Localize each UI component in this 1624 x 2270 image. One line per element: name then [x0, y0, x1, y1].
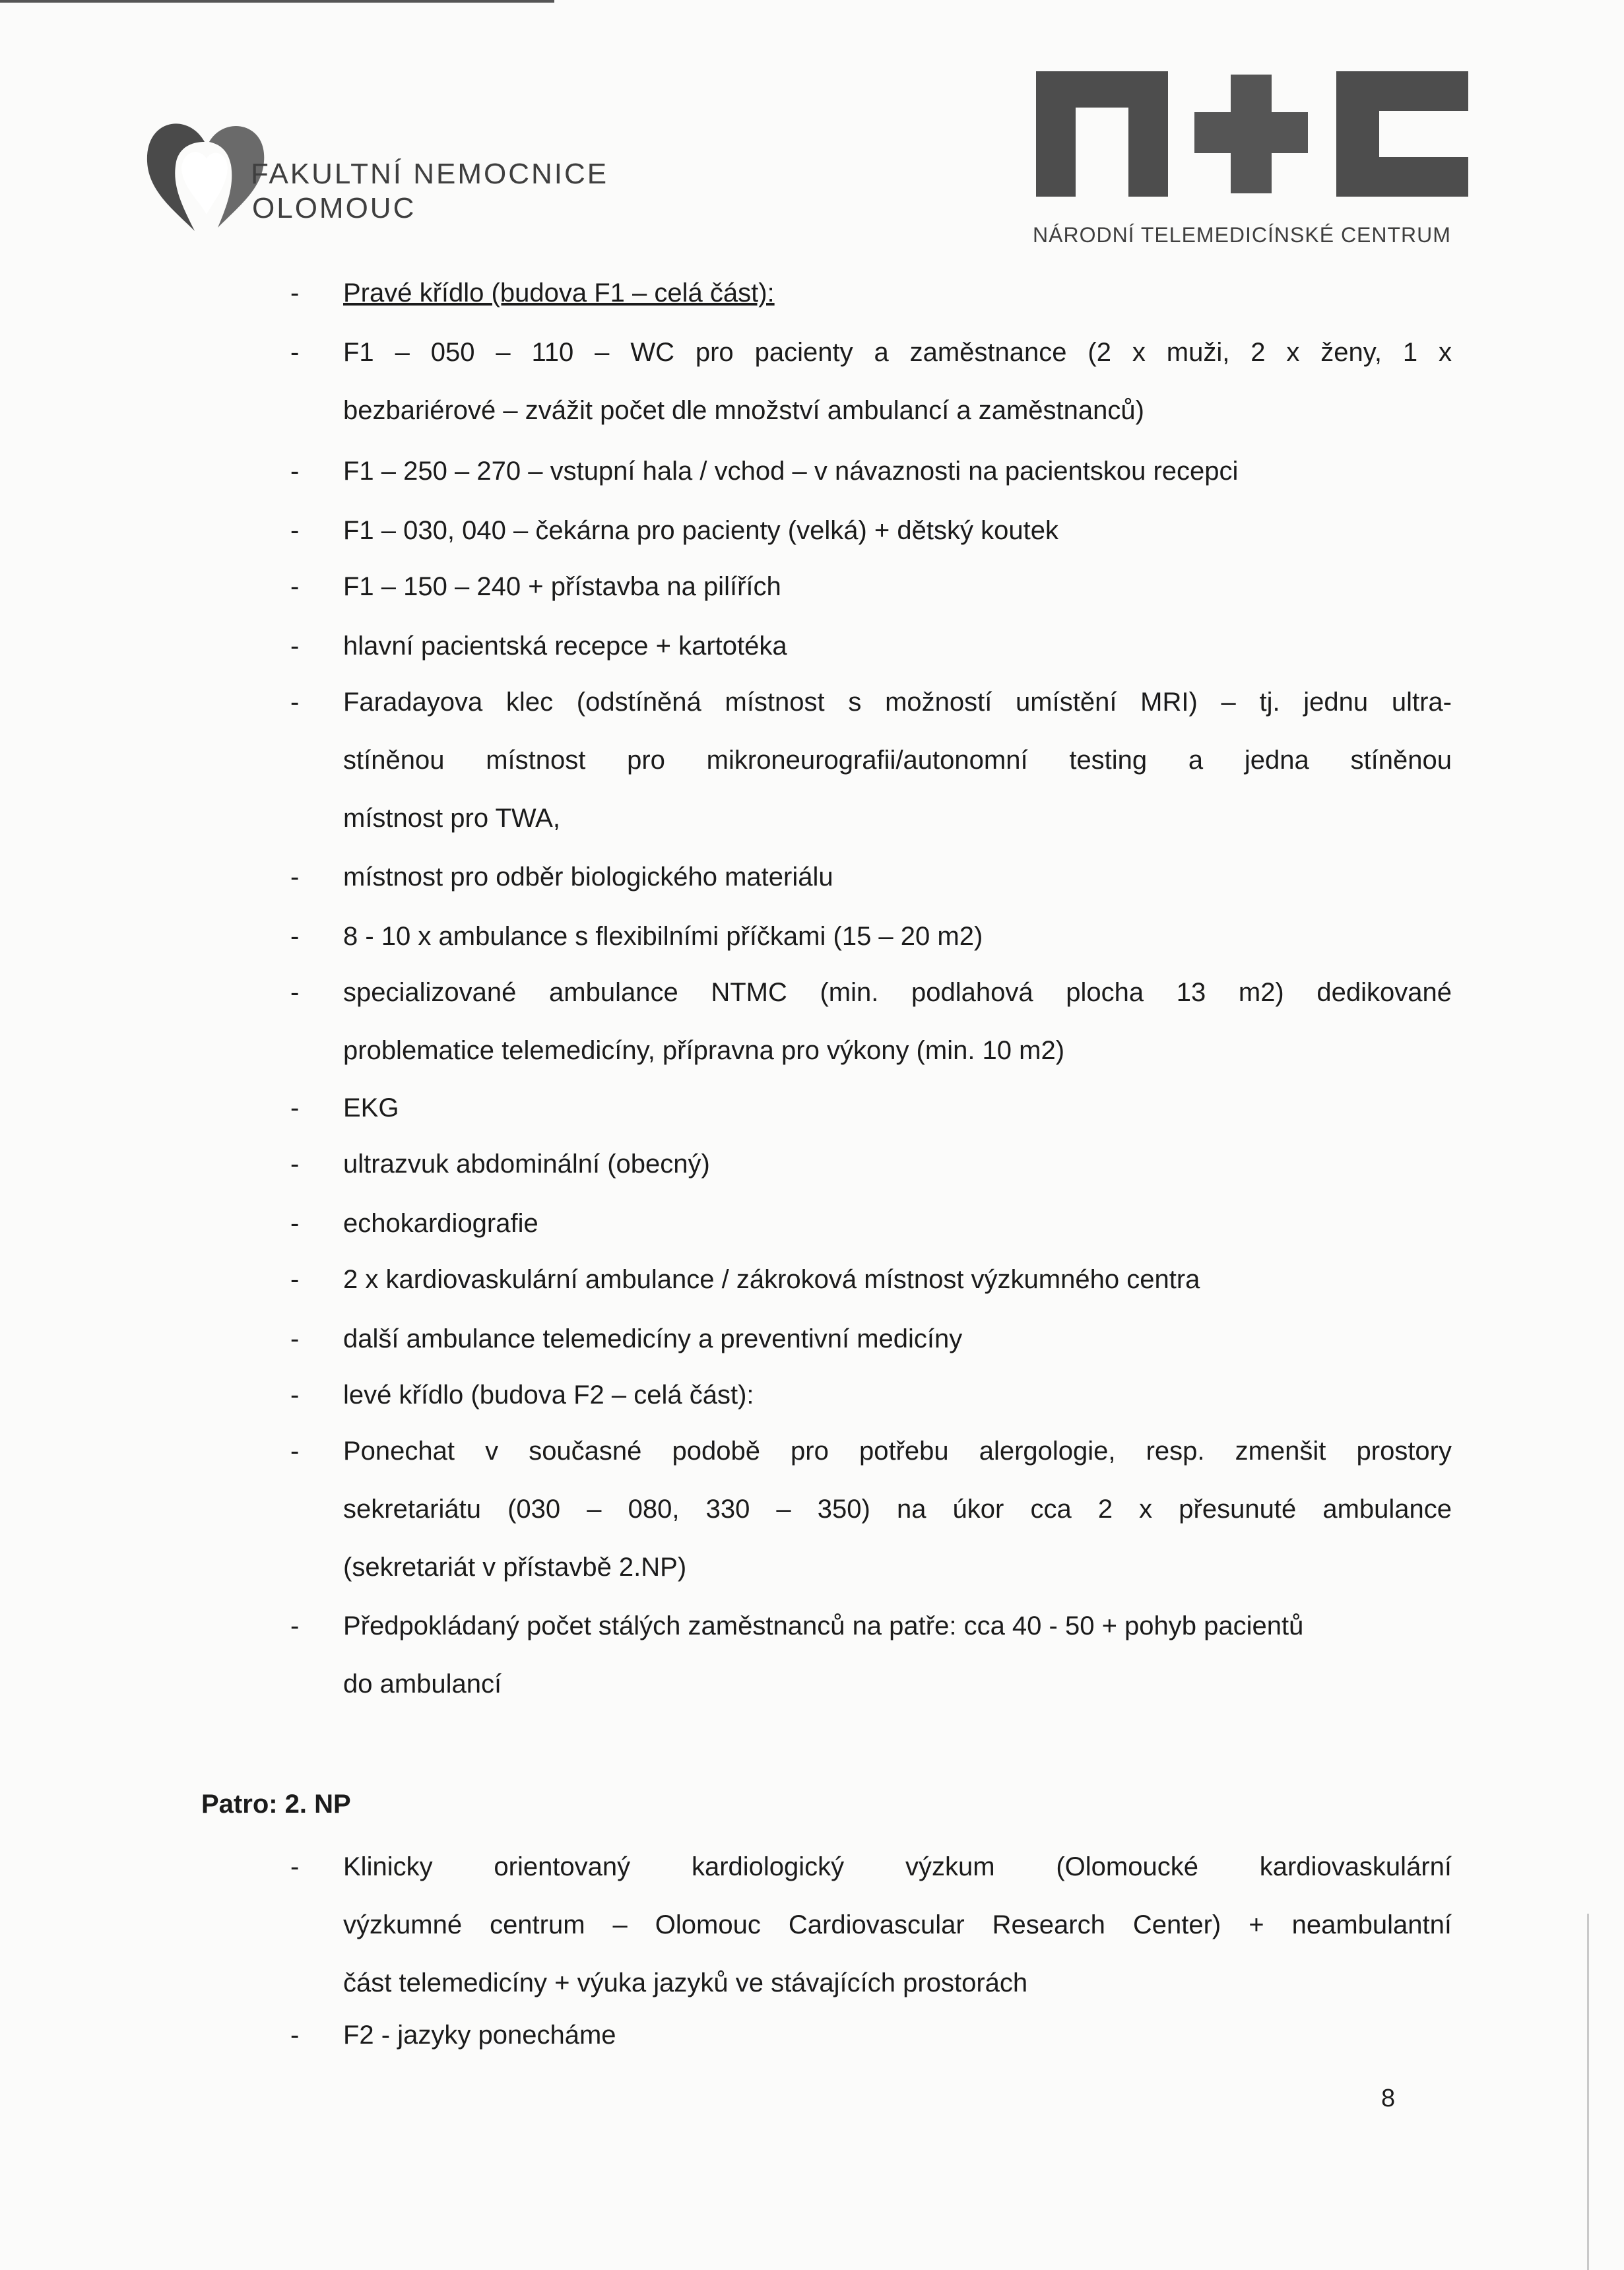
list-dash: -	[290, 922, 300, 951]
fnol-line1: FAKULTNÍ NEMOCNICE	[251, 158, 609, 190]
list-dash: -	[290, 632, 300, 661]
text-line: hlavní pacientská recepce + kartotéka	[343, 632, 787, 661]
list-dash: -	[290, 1265, 300, 1294]
text-line: výzkumné centrum – Olomouc Cardiovascular Research Center) + neambulantní	[343, 1910, 1452, 1939]
text-line: 2 x kardiovaskulární ambulance / zákroková místnost výzkumného centra	[343, 1265, 1200, 1294]
text-line: do ambulancí	[343, 1670, 502, 1699]
list-item-text	[343, 1135, 1452, 1193]
list-item-text	[343, 502, 1452, 560]
text-line: místnost pro TWA,	[343, 804, 560, 833]
list-item-text	[343, 442, 1452, 500]
text-line: Faradayova klec (odstíněná místnost s možností umístění MRI) – tj. jednu ultra-	[343, 688, 1452, 717]
list-item-text	[343, 1422, 1452, 1596]
text-line: echokardiografie	[343, 1209, 538, 1238]
text-line: (sekretariát v přístavbě 2.NP)	[343, 1553, 687, 1582]
text-line: EKG	[343, 1093, 399, 1122]
ntmc-caption: NÁRODNÍ TELEMEDICÍNSKÉ CENTRUM	[1033, 223, 1451, 247]
list-dash: -	[290, 1324, 300, 1353]
text-line: bezbariérové – zvážit počet dle množství ambulancí a zaměstnanců)	[343, 396, 1144, 425]
text-line: 8 - 10 x ambulance s flexibilními příčkami (15 – 20 m2)	[343, 922, 983, 951]
list-dash: -	[290, 1611, 300, 1640]
list-item-text	[343, 907, 1452, 965]
text-line: stíněnou místnost pro mikroneurografii/autonomní testing a jedna stíněnou	[343, 746, 1452, 775]
list-item-text	[343, 617, 1452, 675]
text-line: specializované ambulance NTMC (min. podlahová plocha 13 m2) dedikované	[343, 978, 1452, 1007]
list-dash: -	[290, 2021, 300, 2050]
list-item-text	[343, 1250, 1452, 1309]
fnol-line2: OLOMOUC	[252, 192, 416, 224]
list-item-text	[343, 1079, 1452, 1137]
list-dash: -	[290, 862, 300, 892]
list-dash: -	[290, 1209, 300, 1238]
list-dash: -	[290, 1437, 300, 1466]
list-dash: -	[290, 688, 300, 717]
list-dash: -	[290, 516, 300, 545]
list-dash: -	[290, 1150, 300, 1179]
list-item-text	[343, 1597, 1452, 1713]
text-line: Ponechat v současné podobě pro potřebu alergologie, resp. zmenšit prostory	[343, 1437, 1452, 1466]
list-item-text	[343, 264, 1452, 322]
list-item-text	[343, 848, 1452, 906]
text-line: levé křídlo (budova F2 – celá část):	[343, 1380, 754, 1410]
text-line: část telemedicíny + výuka jazyků ve stávajících prostorách	[343, 1968, 1028, 1997]
list-dash: -	[290, 572, 300, 601]
list-item-text	[343, 673, 1452, 847]
text-line: Předpokládaný počet stálých zaměstnanců na patře: cca 40 - 50 + pohyb pacientů	[343, 1611, 1304, 1640]
text-line: sekretariátu (030 – 080, 330 – 350) na úkor cca 2 x přesunuté ambulance	[343, 1495, 1452, 1524]
text-line: problematice telemedicíny, přípravna pro výkony (min. 10 m2)	[343, 1036, 1065, 1065]
text-line: F1 – 050 – 110 – WC pro pacienty a zaměstnance (2 x muži, 2 x ženy, 1 x	[343, 338, 1452, 367]
text-line: F1 – 150 – 240 + přístavba na pilířích	[343, 572, 781, 601]
list-dash: -	[290, 278, 300, 308]
text-line: Klinicky orientovaný kardiologický výzkum (Olomoucké kardiovaskulární	[343, 1852, 1452, 1881]
text-line: ultrazvuk abdominální (obecný)	[343, 1150, 710, 1179]
text-line: místnost pro odběr biologického materiálu	[343, 862, 833, 892]
text-line: F2 - jazyky ponecháme	[343, 2021, 616, 2050]
text-line: F1 – 030, 040 – čekárna pro pacienty (velká) + dětský koutek	[343, 516, 1058, 545]
list-item-text	[343, 1838, 1452, 2012]
page-number: 8	[1381, 2085, 1396, 2112]
list-item-text	[343, 1366, 1452, 1424]
text-line: Pravé křídlo (budova F1 – celá část):	[343, 278, 775, 308]
section-heading: Patro: 2. NP	[201, 1790, 351, 1819]
list-item-text	[343, 1310, 1452, 1368]
text-line: F1 – 250 – 270 – vstupní hala / vchod – v návaznosti na pacientskou recepci	[343, 457, 1239, 486]
list-dash: -	[290, 1380, 300, 1410]
list-item-text	[343, 323, 1452, 439]
list-dash: -	[290, 457, 300, 486]
list-dash: -	[290, 978, 300, 1007]
list-item-text	[343, 558, 1452, 616]
list-item-text	[343, 2006, 1452, 2064]
list-item-text	[343, 963, 1452, 1080]
list-item-text	[343, 1194, 1452, 1252]
text-line: další ambulance telemedicíny a preventivní medicíny	[343, 1324, 963, 1353]
list-dash: -	[290, 338, 300, 367]
list-dash: -	[290, 1852, 300, 1881]
list-dash: -	[290, 1093, 300, 1122]
